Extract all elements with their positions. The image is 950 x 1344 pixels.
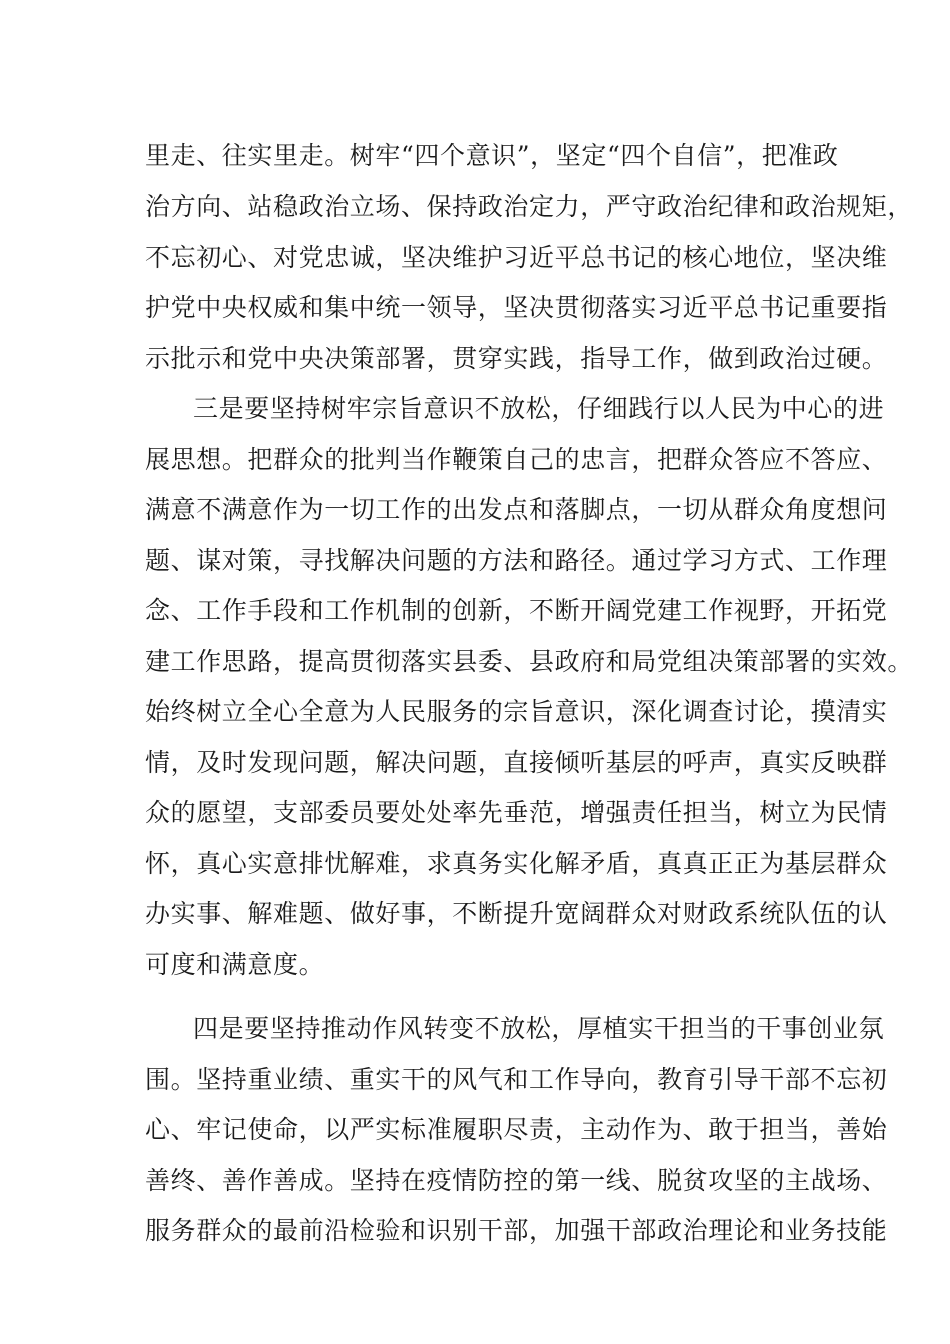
text-line: 不忘初心、对党忠诚，坚决维护习近平总书记的核心地位，坚决维 [145,243,888,272]
text-line: 建工作思路，提高贯彻落实县委、县政府和局党组决策部署的实效。 [145,647,914,676]
text-line: 始终树立全心全意为人民服务的宗旨意识，深化调查讨论，摸清实 [145,697,888,726]
text-line: 治方向、站稳政治立场、保持政治定力，严守政治纪律和政治规矩， [145,192,914,221]
text-line: 心、牢记使命，以严实标准履职尽责，主动作为、敢于担当，善始 [145,1115,888,1144]
text-line: 念、工作手段和工作机制的创新，不断开阔党建工作视野，开拓党 [145,596,888,625]
text-line: 服务群众的最前沿检验和识别干部，加强干部政治理论和业务技能 [145,1216,888,1245]
text-line: 护党中央权威和集中统一领导，坚决贯彻落实习近平总书记重要指 [145,293,888,322]
text-line: 展思想。把群众的批判当作鞭策自己的忠言，把群众答应不答应、 [145,445,888,474]
text-line: 善终、善作善成。坚持在疫情防控的第一线、脱贫攻坚的主战场、 [145,1166,888,1195]
text-line: 示批示和党中央决策部署，贯穿实践，指导工作，做到政治过硬。 [145,344,888,373]
text-line: 题、谋对策，寻找解决问题的方法和路径。通过学习方式、工作理 [145,546,888,575]
paragraph-first-line: 四是要坚持推动作风转变不放松，厚植实干担当的干事创业氛 [193,1014,885,1043]
text-line: 情，及时发现问题，解决问题，直接倾听基层的呼声，真实反映群 [145,748,888,777]
text-line: 办实事、解难题、做好事，不断提升宽阔群众对财政系统队伍的认 [145,899,888,928]
text-line: 众的愿望，支部委员要处处率先垂范，增强责任担当，树立为民情 [145,798,888,827]
text-line: 可度和满意度。 [145,950,325,979]
paragraph-first-line: 三是要坚持树牢宗旨意识不放松，仔细践行以人民为中心的进 [193,394,885,423]
text-line: 围。坚持重业绩、重实干的风气和工作导向，教育引导干部不忘初 [145,1065,888,1094]
text-line: 满意不满意作为一切工作的出发点和落脚点，一切从群众角度想问 [145,495,888,524]
text-line: 怀，真心实意排忧解难，求真务实化解矛盾，真真正正为基层群众 [145,849,888,878]
text-line: 里走、往实里走。树牢“四个意识”，坚定“四个自信”，把准政 [145,141,839,170]
